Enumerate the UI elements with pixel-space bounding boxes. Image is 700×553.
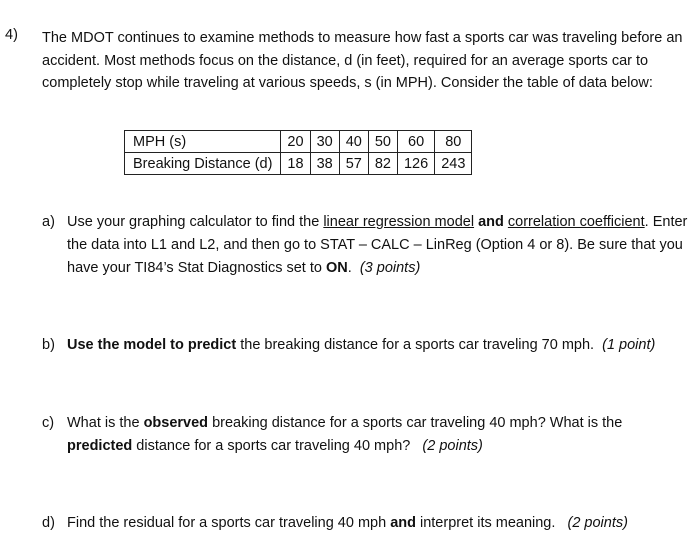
question-b-letter: b): [42, 337, 55, 353]
underlined-term: correlation coefficient: [507, 214, 645, 230]
text: What is the: [67, 415, 144, 431]
question-d: [42, 512, 690, 535]
text: interpret its meaning.: [415, 515, 556, 531]
table-cell: 126: [397, 153, 434, 175]
table-cell: 80: [435, 131, 472, 153]
text: Use your graphing calculator to find the: [67, 214, 324, 230]
text: breaking distance for a sports car traveling 40 mph? What is the: [208, 415, 623, 431]
question-d-letter: d): [42, 515, 55, 531]
bold-text: ON: [326, 260, 348, 276]
question-a-letter: a): [42, 214, 55, 230]
text: . Enter the data into L1 and L2, and then go to STAT – CALC – LinReg (Option 4 or 8). Be sure that you have your TI84’s Stat Diagnostics set to: [67, 214, 688, 276]
table-cell: 243: [435, 153, 472, 175]
question-a: [42, 211, 690, 280]
table-cell: 50: [368, 131, 397, 153]
points-label: (1 point): [602, 337, 656, 353]
table-cell: 57: [339, 153, 368, 175]
table-cell: 60: [397, 131, 434, 153]
text: .: [347, 260, 352, 276]
bold-text: and: [474, 214, 508, 230]
points-label: (3 points): [359, 260, 421, 276]
table-row-mph: [125, 131, 472, 153]
points-label: (2 points): [422, 438, 483, 454]
text: distance for a sports car traveling 40 mph?: [132, 438, 411, 454]
table-cell: 38: [310, 153, 339, 175]
underlined-term: linear regression model: [323, 214, 475, 230]
table-cell: 20: [281, 131, 310, 153]
table-cell: 30: [310, 131, 339, 153]
table-cell: 82: [368, 153, 397, 175]
text: Find the residual for a sports car traveling 40 mph: [67, 515, 391, 531]
bold-text: predicted: [67, 438, 133, 454]
speed-distance-table: [124, 130, 472, 175]
question-b: [42, 334, 690, 357]
question-c-letter: c): [42, 415, 55, 431]
bold-text: Use the model to predict: [67, 337, 237, 353]
problem-number: 4): [5, 27, 18, 43]
table-cell: 40: [339, 131, 368, 153]
table-row-distance: [125, 153, 472, 175]
bold-text: observed: [143, 415, 209, 431]
question-c: [42, 412, 690, 458]
text: the breaking distance for a sports car traveling 70 mph.: [236, 337, 595, 353]
table-cell: 18: [281, 153, 310, 175]
bold-text: and: [390, 515, 416, 531]
problem-intro: The MDOT continues to examine methods to measure how fast a sports car was traveling before an accident. Most methods focus on the distance, d (in feet), required for an average sports car to completely stop while traveling at various speeds, s (in MPH). Consider the table of data below:: [42, 30, 683, 91]
row-label-mph: MPH (s): [125, 131, 281, 153]
row-label-distance: Breaking Distance (d): [125, 153, 281, 175]
points-label: (2 points): [567, 515, 628, 531]
